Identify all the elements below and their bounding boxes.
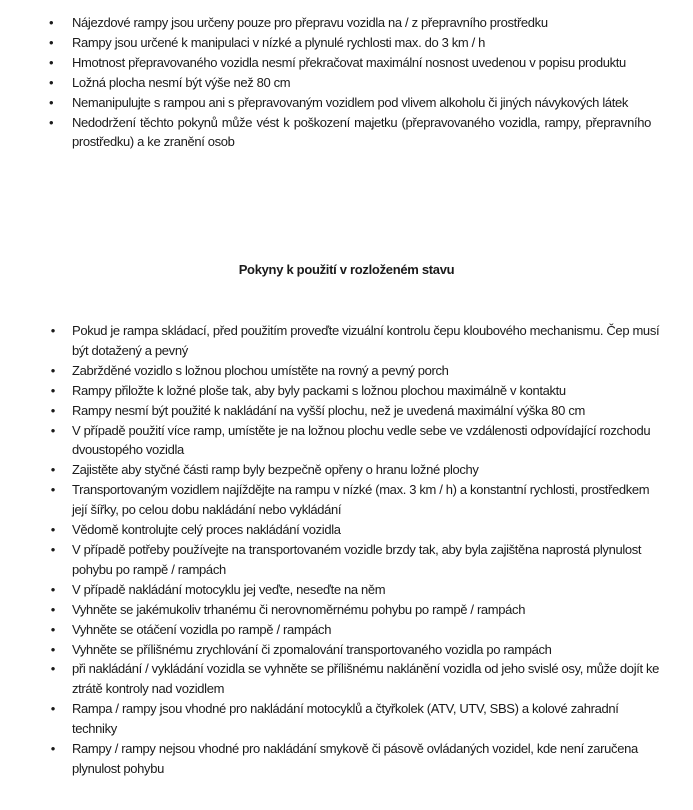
list-item-text: V případě použití více ramp, umístěte je na ložnou plochu vedle sebe ve vzdálenosti odpovídající rozchodu dvoustopého vozidla: [72, 422, 651, 458]
list-item-text: Zajistěte aby styčné části ramp byly bezpečně opřeny o hranu ložné plochy: [72, 462, 479, 478]
bullet-icon: •: [50, 661, 56, 677]
list-item-text: Ložná plocha nesmí být výše než 80 cm: [72, 74, 291, 90]
list-item: [0, 520, 660, 540]
bullet-icon: •: [50, 522, 56, 538]
bullet-icon: •: [50, 422, 56, 438]
list-item-text: Zabržděné vozidlo s ložnou plochou umístěte na rovný a pevný porch: [72, 362, 449, 378]
bullet-icon: •: [49, 94, 54, 110]
bullet-icon: •: [49, 34, 54, 50]
list-item: [0, 321, 660, 361]
bullet-icon: •: [50, 462, 56, 478]
list-item: [0, 600, 660, 620]
list-item-text: Rampy přiložte k ložné ploše tak, aby byly packami s ložnou plochou maximálně v kontaktu: [72, 382, 566, 398]
list-item: [0, 401, 660, 421]
list-item: [0, 640, 660, 660]
bullet-icon: •: [50, 382, 56, 398]
bullet-icon: •: [49, 114, 54, 130]
list-item-text: Rampa / rampy jsou vhodné pro nakládání motocyklů a čtyřkolek (ATV, UTV, SBS) a kolové zahradní techniky: [72, 701, 619, 737]
list-item: [0, 460, 660, 480]
list-item-text: Nájezdové rampy jsou určeny pouze pro přepravu vozidla na / z přepravního prostředku: [72, 15, 548, 30]
list-item: [0, 540, 660, 580]
list-item: [0, 620, 660, 640]
list-item: [0, 33, 651, 53]
list-item-text: Hmotnost přepravovaného vozidla nesmí překračovat maximální nosnost uvedenou v popisu produktu: [72, 54, 626, 70]
list-item: [0, 739, 660, 779]
bullet-icon: •: [49, 15, 54, 30]
list-item: [0, 421, 660, 461]
section-heading: Pokyny k použití v rozloženém stavu: [238, 262, 455, 277]
list-item: [0, 381, 660, 401]
list-item-text: Vyhněte se jakémukoliv trhanému či nerovnoměrnému pohybu po rampě / rampách: [72, 601, 526, 617]
list-item: [0, 53, 651, 73]
bullet-icon: •: [50, 402, 56, 418]
list-item-text: Rampy nesmí být použité k nakládání na vyšší plochu, než je uvedená maximální výška 80 cm: [72, 402, 585, 418]
list-item-text: Nemanipulujte s rampou ani s přepravovaným vozidlem pod vlivem alkoholu či jiných návykových látek: [72, 94, 629, 110]
list-item-text: V případě potřeby používejte na transportovaném vozidle brzdy tak, aby byla zajištěna naprostá plynulost pohybu po rampě / rampách: [72, 541, 642, 577]
list-item-text: Vyhněte se přílišnému zrychlování či zpomalování transportovaného vozidla po rampách: [72, 641, 552, 657]
list-item-text: při nakládání / vykládání vozidla se vyhněte se přílišnému naklánění vozidla od jeho svislé osy, může dojít ke ztrátě kontroly nad vozidlem: [72, 661, 660, 697]
list-item: [0, 13, 651, 33]
bullet-icon: •: [50, 581, 56, 597]
list-item: [0, 699, 660, 739]
list-item: [0, 480, 660, 520]
bullet-icon: •: [50, 601, 56, 617]
bullet-icon: •: [50, 741, 56, 757]
list-item-text: Transportovaným vozidlem najíždějte na rampu v nízké (max. 3 km / h) a konstantní rychlosti, prostředkem její šířky, po celou dobu nakládání nebo vykládání: [72, 482, 650, 518]
list-item: [0, 93, 651, 113]
list-item-text: V případě nakládání motocyklu jej veďte, neseďte na něm: [72, 581, 386, 597]
bullet-icon: •: [50, 541, 56, 557]
bullet-icon: •: [50, 362, 56, 378]
list-item: [0, 113, 651, 153]
list-item-text: Rampy / rampy nejsou vhodné pro nakládání smykově či pásově ovládaných vozidel, kde není zaručena plynulost pohybu: [72, 741, 638, 776]
list-item: [0, 580, 660, 600]
list-item-text: Rampy jsou určené k manipulaci v nízké a plynulé rychlosti max. do 3 km / h: [72, 34, 486, 50]
list-item-text: Vyhněte se otáčení vozidla po rampě / rampách: [72, 621, 332, 637]
bullet-icon: •: [50, 482, 56, 498]
bullet-icon: •: [50, 621, 56, 637]
list-item: [0, 659, 660, 699]
list-item-text: Pokud je rampa skládací, před použitím proveďte vizuální kontrolu čepu kloubového mechanismu. Čep musí být dotažený a pevný: [72, 323, 660, 358]
bullet-icon: •: [49, 54, 54, 70]
list-item-text: Nedodržení těchto pokynů může vést k poškození majetku (přepravovaného vozidla, rampy, přepravního prostředku) a ke zranění osob: [72, 114, 651, 150]
list-item-text: Vědomě kontrolujte celý proces nakládání vozidla: [72, 522, 341, 538]
list-item: [0, 361, 660, 381]
bullet-icon: •: [50, 701, 56, 717]
safety-instructions-list: [0, 13, 651, 152]
bullet-icon: •: [50, 641, 56, 657]
bullet-icon: •: [50, 323, 56, 338]
usage-instructions-list: [0, 321, 660, 779]
list-item: [0, 73, 651, 93]
bullet-icon: •: [49, 74, 54, 90]
